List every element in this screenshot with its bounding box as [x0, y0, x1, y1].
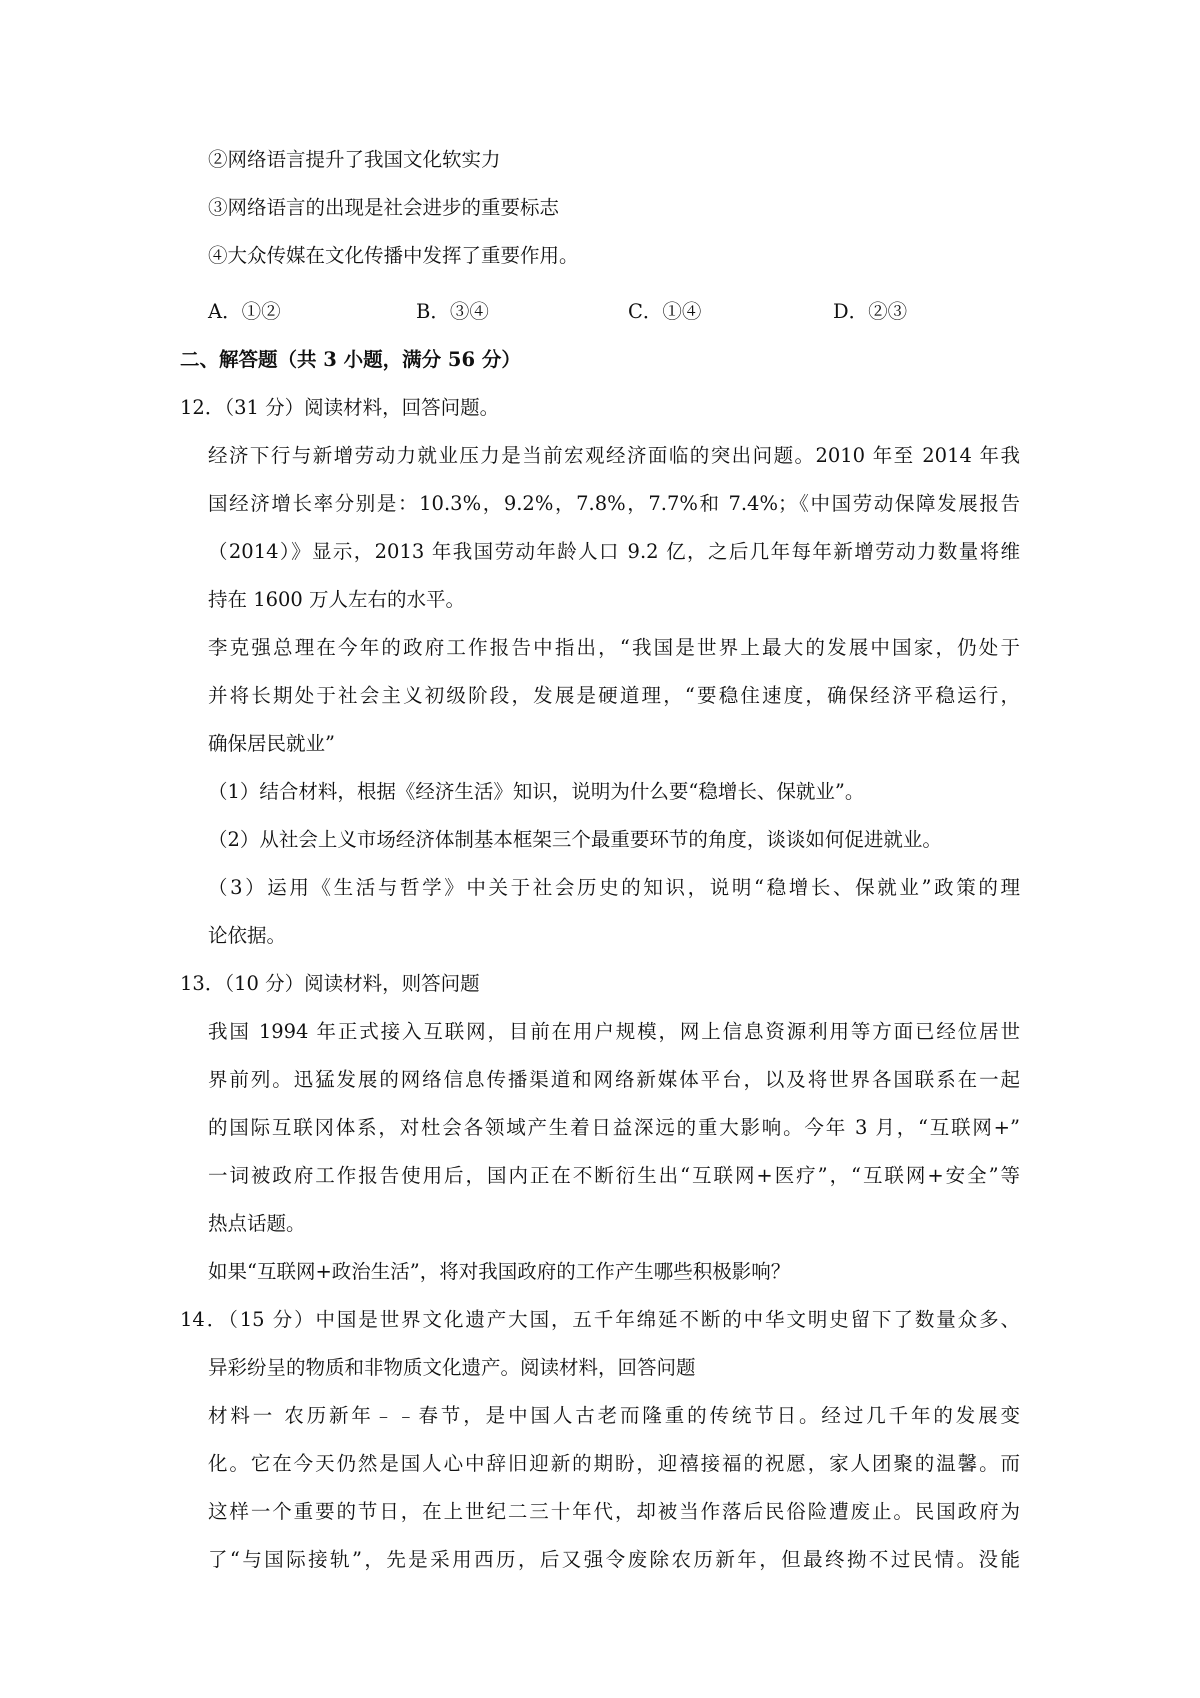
option-item-2: ②网络语言提升了我国文化软实力 — [208, 148, 501, 171]
q12-subquestion-3-cont: 论依据。 — [208, 924, 287, 947]
choice-d: D．②③ — [833, 300, 908, 323]
question-14-stem-cont: 异彩纷呈的物质和非物质文化遗产。阅读材料，回答问题 — [208, 1356, 696, 1379]
q12-paragraph-line: 确保居民就业” — [208, 732, 335, 755]
option-item-4: ④大众传媒在文化传播中发挥了重要作用。 — [208, 244, 579, 267]
q14-material-line: 化。它在今天仍然是国人心中辞旧迎新的期盼，迎禧接福的祝愿，家人团聚的温馨。而 — [208, 1452, 1020, 1475]
q13-paragraph-line: 界前列。迅猛发展的网络信息传播渠道和网络新媒体平台，以及将世界各国联系在一起 — [208, 1068, 1020, 1091]
question-13-stem: 13．（10 分）阅读材料，则答问题 — [180, 972, 480, 995]
q12-subquestion-1: （1）结合材料，根据《经济生活》知识，说明为什么要“稳增长、保就业”。 — [208, 780, 865, 803]
choice-b: B．③④ — [416, 300, 489, 323]
choice-a: A．①② — [208, 300, 281, 323]
q12-paragraph-line: 李克强总理在今年的政府工作报告中指出，“我国是世界上最大的发展中国家，仍处于 — [208, 636, 1020, 659]
q14-material-line: 这样一个重要的节日，在上世纪二三十年代，却被当作落后民俗险遭废止。民国政府为 — [208, 1500, 1020, 1523]
q12-subquestion-2: （2）从社会上义市场经济体制基本框架三个最重要环节的角度，谈谈如何促进就业。 — [208, 828, 942, 851]
q12-paragraph-line: 并将长期处于社会主义初级阶段，发展是硬道理，“要稳住速度，确保经济平稳运行， — [208, 684, 1020, 707]
q12-paragraph-line: 经济下行与新增劳动力就业压力是当前宏观经济面临的突出问题。2010 年至 2014 年我 — [208, 444, 1020, 467]
q13-paragraph-line: 的国际互联冈体系，对杜会各领域产生着日益深远的重大影响。今年 3 月，“互联网+” — [208, 1116, 1020, 1139]
q14-material-line: 材料一 农历新年﹣﹣春节，是中国人古老而隆重的传统节日。经过几千年的发展变 — [208, 1404, 1020, 1427]
choice-c: C．①④ — [628, 300, 702, 323]
q12-paragraph-line: 持在 1600 万人左右的水平。 — [208, 588, 466, 611]
q13-paragraph-line: 我国 1994 年正式接入互联网，目前在用户规模，网上信息资源利用等方面已经位居世 — [208, 1020, 1020, 1043]
section-heading: 二、解答题（共 3 小题，满分 56 分） — [180, 348, 521, 371]
q12-subquestion-3: （3）运用《生活与哲学》中关于社会历史的知识，说明“稳增长、保就业”政策的理 — [208, 876, 1020, 899]
option-item-3: ③网络语言的出现是社会进步的重要标志 — [208, 196, 560, 219]
q14-material-line: 了“与国际接轨”，先是采用西历，后又强令废除农历新年，但最终拗不过民情。没能 — [208, 1548, 1020, 1571]
question-14-stem: 14．（15 分）中国是世界文化遗产大国，五千年绵延不断的中华文明史留下了数量众多、 — [180, 1308, 1020, 1331]
question-12-stem: 12．（31 分）阅读材料，回答问题。 — [180, 396, 500, 419]
q13-paragraph-line: 热点话题。 — [208, 1212, 306, 1235]
q12-paragraph-line: 国经济增长率分别是：10.3%，9.2%，7.8%，7.7%和 7.4%；《中国劳动保障发展报告 — [208, 492, 1020, 515]
q12-paragraph-line: （2014）》显示，2013 年我国劳动年龄人口 9.2 亿，之后几年每年新增劳动力数量将维 — [208, 540, 1020, 563]
q13-paragraph-line: 一词被政府工作报告使用后，国内正在不断衍生出“互联网+医疗”，“互联网+安全”等 — [208, 1164, 1020, 1187]
q13-question: 如果“互联网+政治生活”，将对我国政府的工作产生哪些积极影响？ — [208, 1260, 791, 1283]
